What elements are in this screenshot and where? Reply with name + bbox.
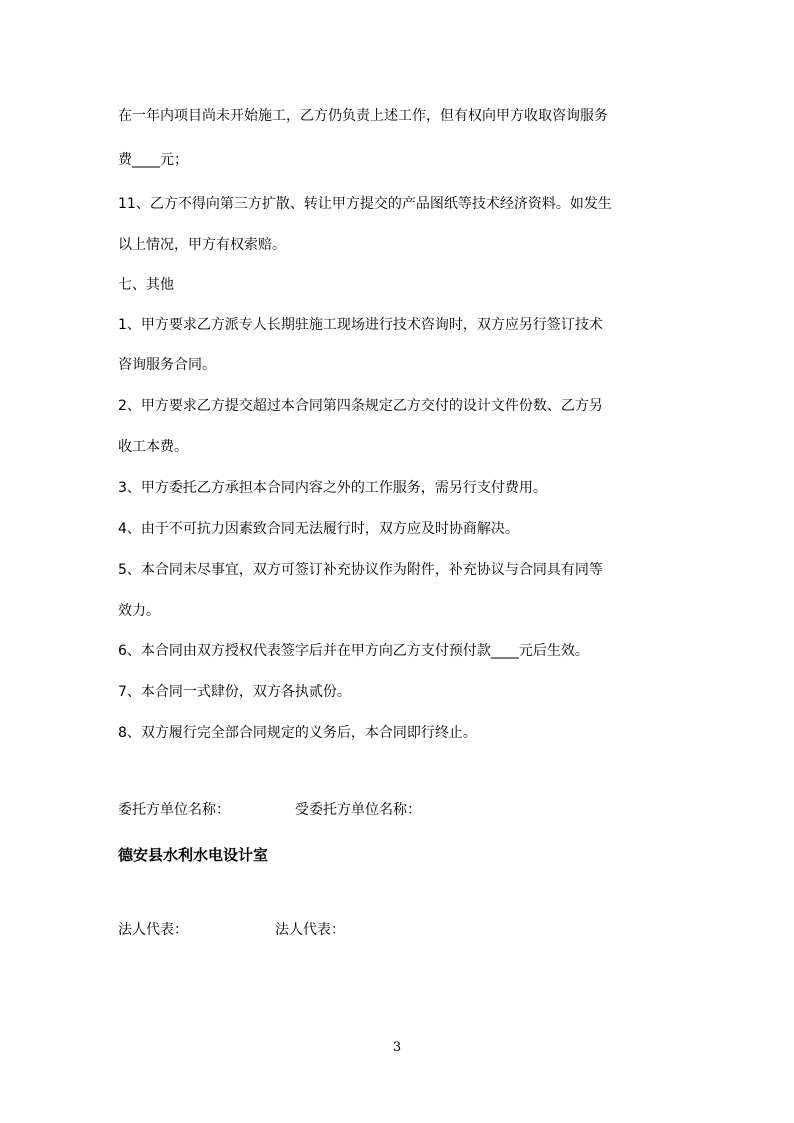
paragraph-line: 7、本合同一式肆份，双方各执贰份。 (118, 684, 351, 700)
contractor-unit-label: 受委托方单位名称： (295, 802, 421, 818)
paragraph-line: 4、由于不可抗力因素致合同无法履行时，双方应及时协商解决。 (118, 521, 519, 537)
paragraph-line: 在一年内项目尚未开始施工，乙方仍负责上述工作，但有权向甲方收取咨询服务 (118, 108, 608, 124)
page-number: 3 (392, 1040, 402, 1055)
section-heading: 七、其他 (118, 277, 174, 293)
client-unit-label: 委托方单位名称： (118, 802, 230, 818)
paragraph-line: 2、甲方要求乙方提交超过本合同第四条规定乙方交付的设计文件份数、乙方另 (118, 398, 603, 414)
paragraph-line: 3、甲方委托乙方承担本合同内容之外的工作服务，需另行支付费用。 (118, 480, 547, 496)
paragraph-line: 效力。 (118, 603, 160, 619)
paragraph-line: 以上情况，甲方有权索赔。 (118, 237, 286, 253)
client-representative-label: 法人代表： (118, 922, 188, 938)
paragraph-line: 6、本合同由双方授权代表签字后并在甲方向乙方支付预付款____元后生效。 (118, 643, 589, 659)
contractor-representative-label: 法人代表： (275, 922, 345, 938)
paragraph-line: 8、双方履行完全部合同规定的义务后，本合同即行终止。 (118, 725, 477, 741)
paragraph-line: 1、甲方要求乙方派专人长期驻施工现场进行技术咨询时，双方应另行签订技术 (118, 317, 603, 333)
client-unit-name: 德安县水利水电设计室 (118, 846, 269, 864)
paragraph-line: 费____元； (118, 152, 188, 168)
paragraph-line: 收工本费。 (118, 439, 188, 455)
paragraph-line: 11、乙方不得向第三方扩散、转让甲方提交的产品图纸等技术经济资料。如发生 (118, 196, 612, 212)
paragraph-line: 5、本合同未尽事宜，双方可签订补充协议作为附件，补充协议与合同具有同等 (118, 562, 603, 578)
paragraph-line: 咨询服务合同。 (118, 357, 216, 373)
